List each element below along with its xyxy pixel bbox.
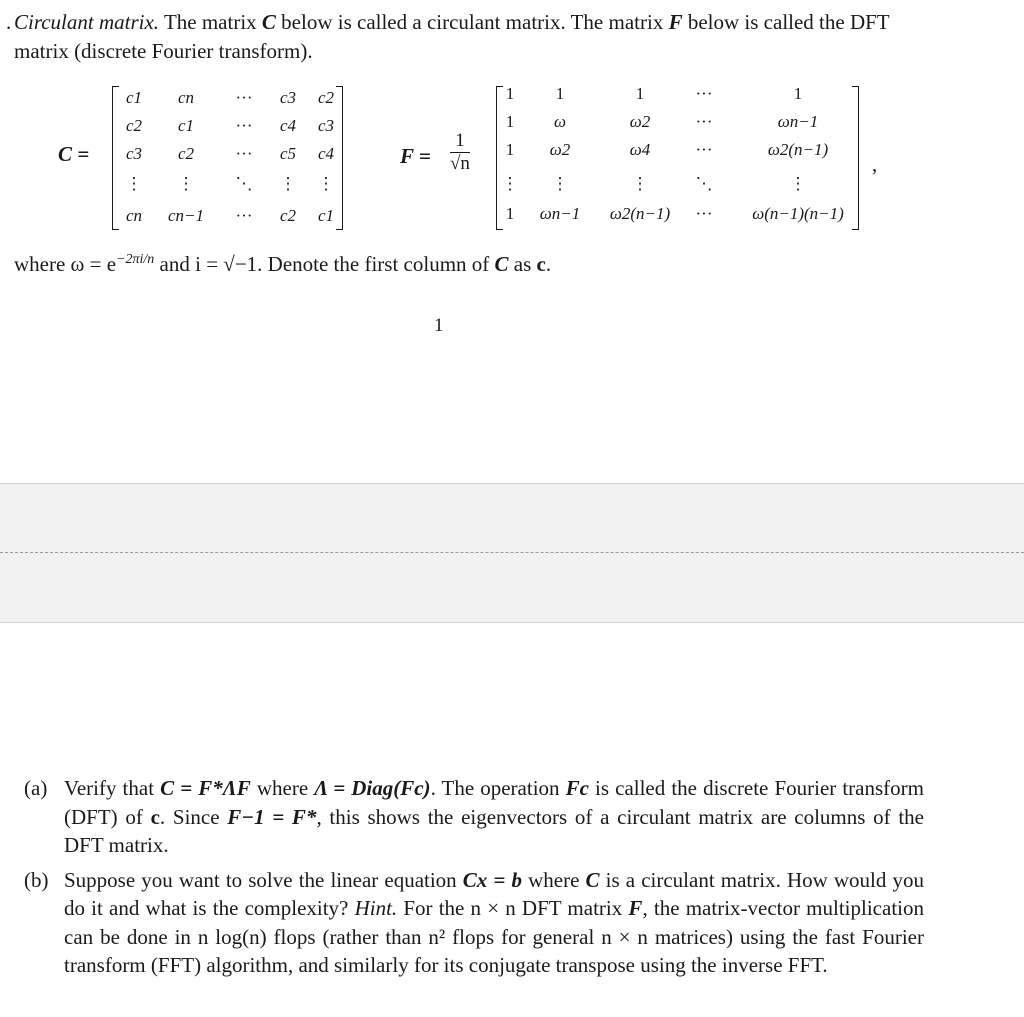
part-a-text-2: where — [250, 776, 315, 800]
matrix-C-cell: c1 — [317, 206, 335, 225]
matrix-F-cell: 1 — [505, 84, 515, 103]
matrix-F-cell: ω — [553, 112, 567, 131]
part-a-Finv: F−1 = F* — [227, 804, 317, 829]
part-b-text-4: For the n × n DFT matrix — [397, 896, 629, 920]
omega-exponent: −2πi/n — [116, 252, 155, 267]
matrix-C-cell: c1 — [125, 88, 143, 107]
part-a-Fc: Fc — [565, 776, 589, 800]
matrix-C-cell: c2 — [317, 88, 335, 107]
part-b-hint: Hint. — [354, 896, 398, 920]
matrix-F-cell: ωn−1 — [777, 112, 819, 131]
matrix-F-cell: ω2 — [629, 112, 651, 131]
matrix-C-label — [58, 142, 89, 167]
part-a-c: c — [150, 804, 160, 829]
matrix-F-right-bracket — [852, 86, 859, 230]
matrix-F-cell: 1 — [555, 84, 565, 103]
matrix-F-label — [400, 144, 431, 169]
question-parts — [24, 774, 924, 986]
symbol-C: C — [261, 10, 276, 34]
matrix-F-cell: ⋮ — [501, 174, 519, 193]
part-a-equation: C = F*ΛF — [160, 776, 251, 800]
matrix-C-cell: c3 — [279, 88, 297, 107]
part-b — [24, 866, 924, 980]
symbol-F: F — [668, 10, 683, 34]
matrix-C-cell: c2 — [125, 116, 143, 135]
intro-text-2: below is called a circulant matrix. The matrix — [281, 10, 664, 34]
page-break-top — [0, 483, 1024, 553]
matrix-F-cell: 1 — [793, 84, 803, 103]
matrix-F-cell: 1 — [505, 112, 515, 131]
part-a — [24, 774, 924, 860]
matrix-C-cell: c1 — [177, 116, 195, 135]
matrix-C-cell: cn — [177, 88, 195, 107]
matrix-C-left-bracket — [112, 86, 119, 230]
part-b-tag: (b) — [24, 867, 49, 892]
matrix-C-cell: ··· — [235, 206, 253, 225]
part-b-equation: Cx = b — [462, 867, 522, 892]
omega-def-text-3: as — [508, 252, 537, 276]
part-b-text-3: is a circulant matrix. How would you do it and what is the complexity? — [64, 867, 924, 920]
matrix-C-cell: ··· — [235, 116, 253, 135]
part-b-C: C — [585, 867, 600, 892]
matrix-C-cell: c5 — [279, 144, 297, 163]
part-b-text-2: where — [522, 867, 586, 892]
matrix-C-cell: ··· — [235, 144, 253, 163]
intro-lead: Circulant matrix. — [14, 10, 160, 34]
matrix-F-cell: ω(n−1)(n−1) — [752, 204, 844, 223]
part-a-text-1: Verify that — [64, 776, 161, 800]
omega-definition — [14, 252, 551, 277]
page-number: 1 — [434, 315, 444, 336]
intro-text-1: The matrix — [163, 10, 257, 34]
symbol-C-2: C — [494, 252, 509, 276]
matrix-F-cell: ⋮ — [789, 174, 807, 193]
symbol-c-vector: c — [536, 252, 546, 276]
matrix-C-right-bracket — [336, 86, 343, 230]
omega-def-text-2: and i = √−1. Denote the first column of — [154, 252, 495, 276]
fraction-denominator: √n — [450, 153, 470, 174]
matrix-F-cell: ⋮ — [551, 174, 569, 193]
matrix-F-cell: ωn−1 — [539, 204, 581, 223]
matrix-C-cell: ⋱ — [235, 174, 253, 193]
part-a-text-3: . The operation — [430, 776, 566, 800]
part-a-text-4: is called the discrete Fourier transform (DFT) of — [64, 776, 924, 829]
matrix-F-cell: ··· — [695, 112, 713, 131]
matrix-F-trailing-comma: , — [872, 152, 878, 176]
matrix-C-cell: ⋮ — [125, 174, 143, 193]
matrix-F-label-text: F = — [400, 144, 431, 168]
matrix-C-cell: c3 — [125, 144, 143, 163]
part-b-text-1: Suppose you want to solve the linear equation — [64, 867, 463, 892]
omega-def-text-1: where ω = e — [14, 252, 117, 276]
matrix-C-cell: ⋮ — [177, 174, 195, 193]
matrix-F-cell: ··· — [695, 140, 713, 159]
matrix-F-cell: ··· — [695, 204, 713, 223]
matrix-C-cell: c4 — [317, 144, 335, 163]
matrix-F-cell: 1 — [505, 140, 515, 159]
matrix-F-cell: 1 — [505, 204, 515, 223]
matrix-F-cell: ··· — [695, 84, 713, 103]
matrix-F-left-bracket — [496, 86, 503, 230]
list-marker: . — [6, 10, 12, 34]
part-a-lambda: Λ = Diag(Fc) — [314, 776, 431, 800]
fraction-numerator: 1 — [450, 130, 470, 153]
matrix-F-scale — [450, 130, 470, 175]
matrix-C-cell: ··· — [235, 88, 253, 107]
matrix-F-cell: ⋮ — [631, 174, 649, 193]
matrix-F-cell: ω2(n−1) — [609, 204, 671, 223]
intro-text-3: below is called the DFT matrix (discrete Fourier transform). — [14, 10, 890, 63]
intro-paragraph — [6, 8, 924, 66]
matrix-C-cell: c2 — [177, 144, 195, 163]
matrix-F-cell: 1 — [635, 84, 645, 103]
part-a-tag: (a) — [24, 776, 48, 800]
part-a-text-6: , this shows the eigenvectors of a circulant matrix are columns of the DFT matrix. — [64, 804, 924, 857]
part-b-F: F — [628, 896, 643, 920]
matrix-C-label-text: C = — [58, 142, 90, 166]
part-b-text-5: , the matrix-vector multiplication can be done in n log(n) flops (rather than n² flops for general n × n matrices) using the fast Fourier transform (FFT) algorithm, and similarly for its conjugate transpose using the inverse FFT. — [64, 896, 924, 977]
matrix-F-cell: ω4 — [629, 140, 651, 159]
matrix-C-cell: cn — [125, 206, 143, 225]
part-a-text-5: . Since — [159, 804, 228, 829]
matrix-C-cell: cn−1 — [167, 206, 205, 225]
matrix-F-cell: ω2 — [549, 140, 571, 159]
matrix-C-cell: ⋮ — [279, 174, 297, 193]
page-break-divider — [0, 552, 1024, 553]
matrix-C-cell: c2 — [279, 206, 297, 225]
matrix-F-cell: ω2(n−1) — [767, 140, 829, 159]
matrix-F-cell: ⋱ — [695, 174, 713, 193]
omega-def-text-4: . — [545, 252, 552, 276]
page-break-bottom — [0, 553, 1024, 623]
matrix-C-cell: c4 — [279, 116, 297, 135]
matrix-C-cell: c3 — [317, 116, 335, 135]
matrix-C-cell: ⋮ — [317, 174, 335, 193]
